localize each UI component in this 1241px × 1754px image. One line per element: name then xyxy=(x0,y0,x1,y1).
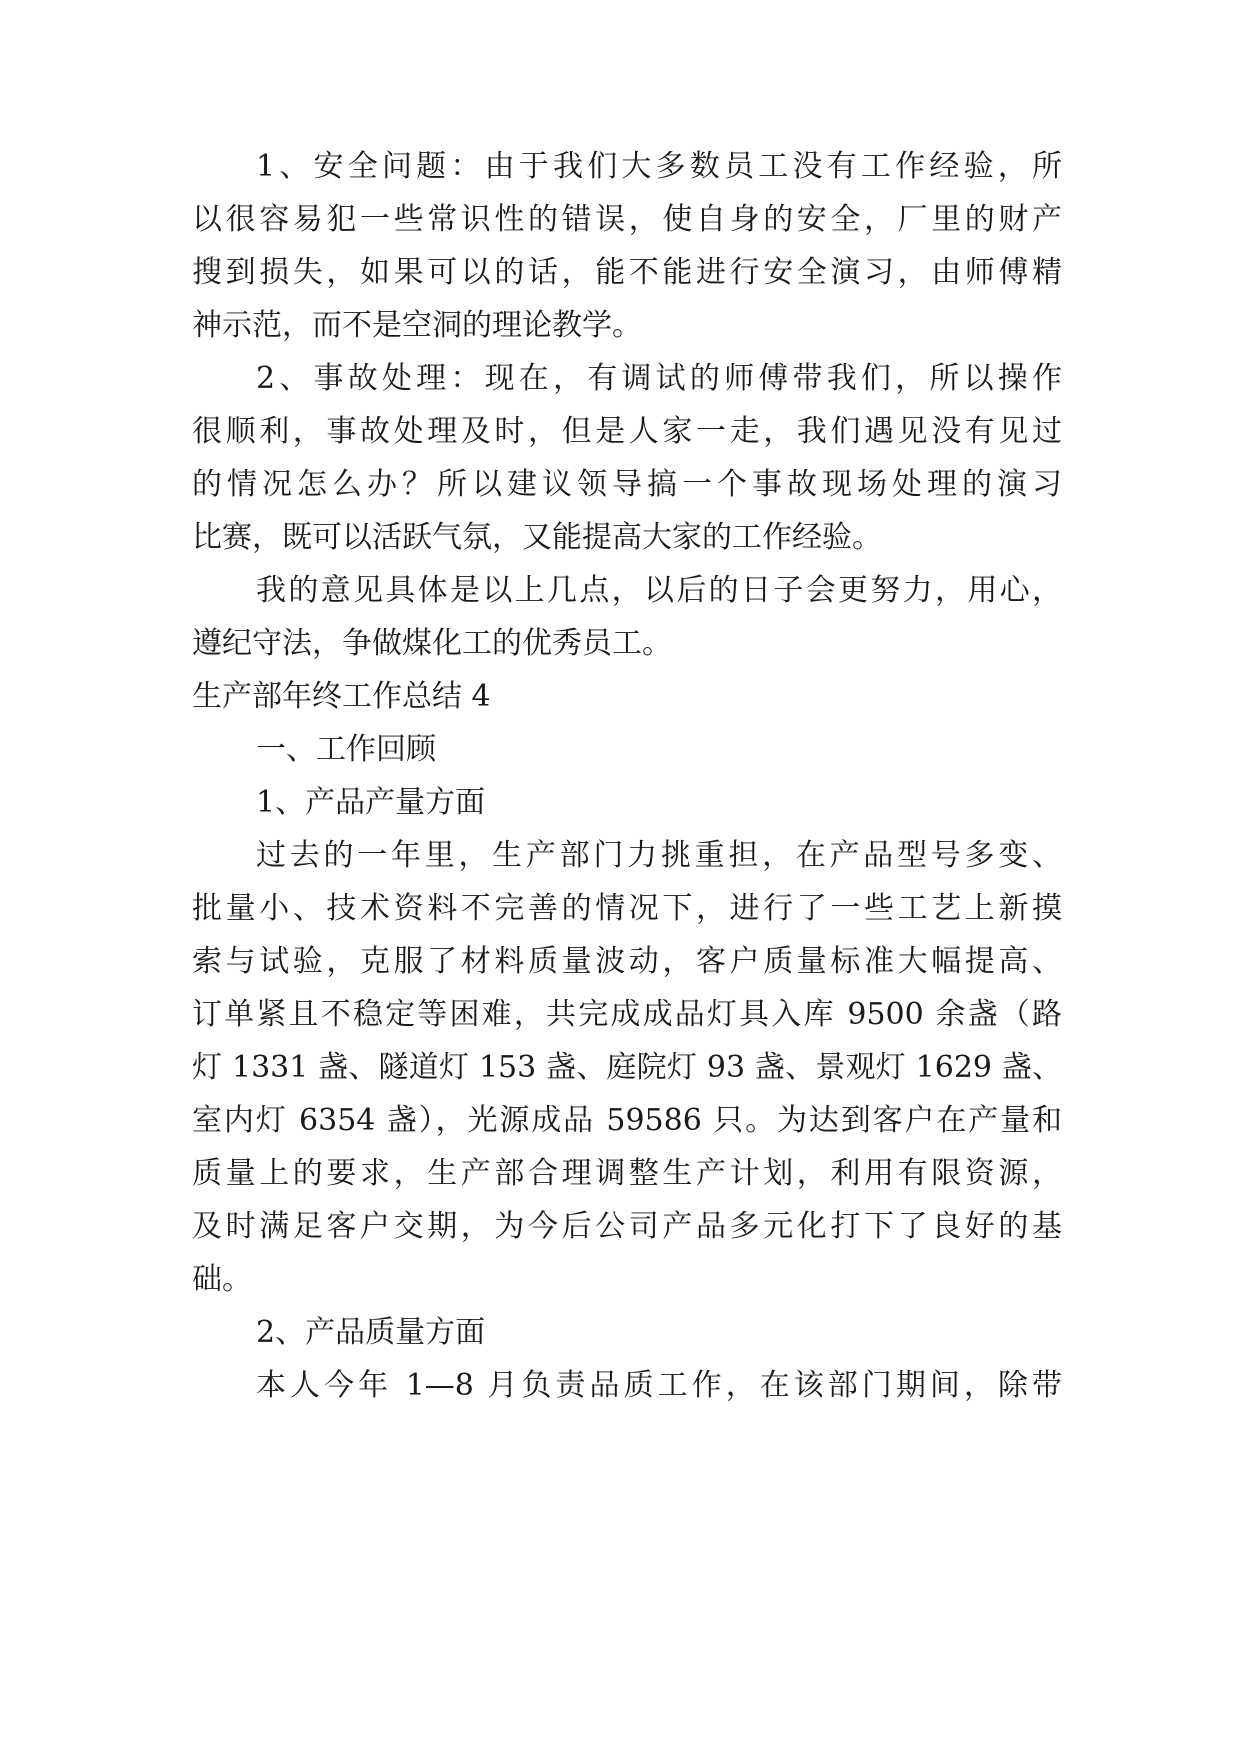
paragraph-line: 本人今年 1—8 月负责品质工作，在该部门期间，除带 xyxy=(256,1368,1062,1403)
paragraph-line: 1、安全问题：由于我们大多数员工没有工作经验，所 xyxy=(256,149,1062,184)
paragraph-line: 灯 1331 盏、隧道灯 153 盏、庭院灯 93 盏、景观灯 1629 盏、 xyxy=(192,1050,1062,1085)
paragraph-line: 搜到损失，如果可以的话，能不能进行安全演习，由师傅精 xyxy=(192,255,1062,290)
paragraph-line: 室内灯 6354 盏），光源成品 59586 只。为达到客户在产量和 xyxy=(192,1103,1062,1138)
paragraph-line: 及时满足客户交期，为今后公司产品多元化打下了良好的基 xyxy=(192,1209,1062,1244)
paragraph-line: 比赛，既可以活跃气氛，又能提高大家的工作经验。 xyxy=(192,520,882,555)
paragraph-line: 的情况怎么办？所以建议领导搞一个事故现场处理的演习 xyxy=(192,467,1062,502)
paragraph-line: 订单紧且不稳定等困难，共完成成品灯具入库 9500 余盏（路 xyxy=(192,997,1062,1032)
subheading: 1、产品产量方面 xyxy=(256,785,486,820)
paragraph-line: 我的意见具体是以上几点，以后的日子会更努力，用心， xyxy=(256,573,1062,608)
paragraph-line: 过去的一年里，生产部门力挑重担，在产品型号多变、 xyxy=(256,838,1062,873)
paragraph-line: 质量上的要求，生产部合理调整生产计划，利用有限资源， xyxy=(192,1156,1062,1191)
paragraph-line: 础。 xyxy=(192,1262,252,1297)
paragraph-line: 以很容易犯一些常识性的错误，使自身的安全，厂里的财产 xyxy=(192,202,1062,237)
paragraph-line: 神示范，而不是空洞的理论教学。 xyxy=(192,308,642,343)
section-title: 生产部年终工作总结 4 xyxy=(192,679,491,714)
subheading: 2、产品质量方面 xyxy=(256,1315,486,1350)
paragraph-line: 批量小、技术资料不完善的情况下，进行了一些工艺上新摸 xyxy=(192,891,1062,926)
paragraph-line: 遵纪守法，争做煤化工的优秀员工。 xyxy=(192,626,672,661)
paragraph-line: 2、事故处理：现在，有调试的师傅带我们，所以操作 xyxy=(256,361,1062,396)
subheading: 一、工作回顾 xyxy=(256,732,436,767)
paragraph-line: 索与试验，克服了材料质量波动，客户质量标准大幅提高、 xyxy=(192,944,1062,979)
paragraph-line: 很顺利，事故处理及时，但是人家一走，我们遇见没有见过 xyxy=(192,414,1062,449)
